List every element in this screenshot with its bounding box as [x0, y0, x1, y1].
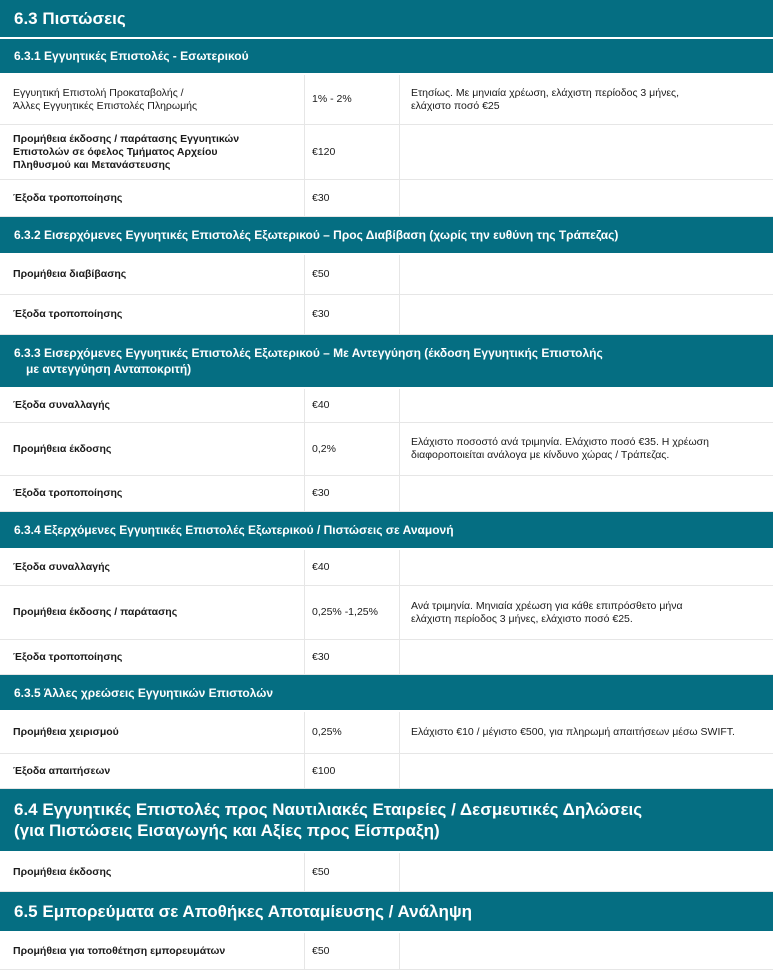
- fee-note: [400, 180, 773, 216]
- fee-note: Ελάχιστο €10 / μέγιστο €500, για πληρωμή απαιτήσεων μέσω SWIFT.: [411, 726, 735, 738]
- fee-label: Προμήθεια έκδοσης: [0, 853, 305, 891]
- fee-value: €30: [305, 476, 400, 511]
- fee-label: Έξοδα συναλλαγής: [0, 389, 305, 422]
- subsection-header-6-3-4: [0, 512, 773, 550]
- fee-label: Προμήθεια διαβίβασης: [0, 255, 305, 294]
- fee-note: [400, 389, 773, 422]
- table-row: [0, 295, 773, 335]
- fee-value: 1% - 2%: [305, 75, 400, 124]
- fee-value: 0,2%: [305, 423, 400, 475]
- section-header-6-3: [0, 0, 773, 39]
- fee-note: Ελάχιστο ποσοστό ανά τριμηνία. Ελάχιστο ποσό €35. Η χρέωση διαφοροποιείται ανάλογα με κίνδυνο χώρας / Τράπεζας.: [411, 436, 709, 461]
- table-row: [0, 476, 773, 512]
- fee-note: [400, 295, 773, 334]
- fee-value: €100: [305, 754, 400, 788]
- section-title: 6.5 Εμπορεύματα σε Αποθήκες Αποταμίευσης / Ανάληψη: [14, 902, 473, 921]
- fee-label: Έξοδα συναλλαγής: [0, 550, 305, 585]
- subsection-title: 6.3.1 Εγγυητικές Επιστολές - Εσωτερικού: [14, 49, 249, 63]
- fee-note: [400, 125, 773, 179]
- fee-value: €50: [305, 255, 400, 294]
- fee-note: [400, 255, 773, 294]
- fee-label: Έξοδα τροποποίησης: [0, 295, 305, 334]
- fee-label: Προμήθεια για τοποθέτηση εμπορευμάτων: [0, 933, 305, 969]
- fee-value: €30: [305, 640, 400, 674]
- fee-note: Ανά τριμηνία. Μηνιαία χρέωση για κάθε επιπρόσθετο μήνα ελάχιστη περίοδος 3 μήνες, ελάχιστο ποσό €25.: [411, 599, 683, 625]
- section-title: 6.4 Εγγυητικές Επιστολές προς Ναυτιλιακές Εταιρείες / Δεσμευτικές Δηλώσεις (για Πιστώσεις Εισαγωγής και Αξίες προς Είσπραξη): [14, 800, 643, 840]
- table-row: [0, 75, 773, 125]
- subsection-title: 6.3.3 Εισερχόμενες Εγγυητικές Επιστολές Εξωτερικού – Με Αντεγγύηση (έκδοση Εγγυητικής Επιστολής με αντεγγύηση Ανταποκριτή): [14, 346, 603, 376]
- fee-value: €50: [305, 933, 400, 969]
- subsection-title: 6.3.2 Εισερχόμενες Εγγυητικές Επιστολές Εξωτερικού – Προς Διαβίβαση (χωρίς την ευθύνη της Τράπεζας): [14, 228, 619, 242]
- fee-value: 0,25%: [305, 712, 400, 753]
- section-header-6-4: [0, 789, 773, 853]
- table-row: [0, 640, 773, 675]
- table-row: [0, 255, 773, 295]
- fee-note: [400, 933, 773, 969]
- section-title: 6.3 Πιστώσεις: [14, 9, 126, 28]
- fee-value: 0,25% -1,25%: [305, 586, 400, 639]
- fee-value: €40: [305, 550, 400, 585]
- table-row: [0, 853, 773, 892]
- subsection-header-6-3-3: [0, 335, 773, 389]
- fee-value: €50: [305, 853, 400, 891]
- fee-label: Έξοδα απαιτήσεων: [0, 754, 305, 788]
- subsection-header-6-3-5: [0, 675, 773, 712]
- table-row: [0, 125, 773, 180]
- table-row: [0, 586, 773, 640]
- table-row: [0, 712, 773, 754]
- fee-label: Προμήθεια έκδοσης / παράτασης: [0, 586, 305, 639]
- fee-label: Εγγυητική Επιστολή Προκαταβολής / Άλλες Εγγυητικές Επιστολές Πληρωμής: [0, 75, 305, 124]
- fee-note: Ετησίως. Με μηνιαία χρέωση, ελάχιστη περίοδος 3 μήνες, ελάχιστο ποσό €25: [411, 86, 679, 112]
- fee-value: €30: [305, 295, 400, 334]
- fee-note: [400, 853, 773, 891]
- fee-label: Έξοδα τροποποίησης: [0, 640, 305, 674]
- table-row: [0, 180, 773, 217]
- fee-value: €40: [305, 389, 400, 422]
- table-row: [0, 389, 773, 423]
- fee-note: [400, 550, 773, 585]
- table-row: [0, 754, 773, 789]
- table-row: [0, 423, 773, 476]
- fee-value: €30: [305, 180, 400, 216]
- subsection-title: 6.3.4 Εξερχόμενες Εγγυητικές Επιστολές Εξωτερικού / Πιστώσεις σε Αναμονή: [14, 523, 454, 537]
- fee-label: Προμήθεια έκδοσης / παράτασης Εγγυητικών Επιστολών σε όφελος Τμήματος Αρχείου Πληθυσμού και Μετανάστευσης: [0, 125, 305, 179]
- subsection-title: 6.3.5 Άλλες χρεώσεις Εγγυητικών Επιστολών: [14, 685, 274, 700]
- table-row: [0, 933, 773, 970]
- subsection-header-6-3-2: [0, 217, 773, 255]
- fee-label: Έξοδα τροποποίησης: [0, 476, 305, 511]
- table-row: [0, 550, 773, 586]
- fee-note: [400, 476, 773, 511]
- fee-note: [400, 754, 773, 788]
- fee-label: Έξοδα τροποποίησης: [0, 180, 305, 216]
- section-header-6-5: [0, 892, 773, 933]
- subsection-header-6-3-1: [0, 39, 773, 75]
- fee-label: Προμήθεια χειρισμού: [0, 712, 305, 753]
- fee-value: €120: [305, 125, 400, 179]
- fee-label: Προμήθεια έκδοσης: [0, 423, 305, 475]
- fee-note: [400, 640, 773, 674]
